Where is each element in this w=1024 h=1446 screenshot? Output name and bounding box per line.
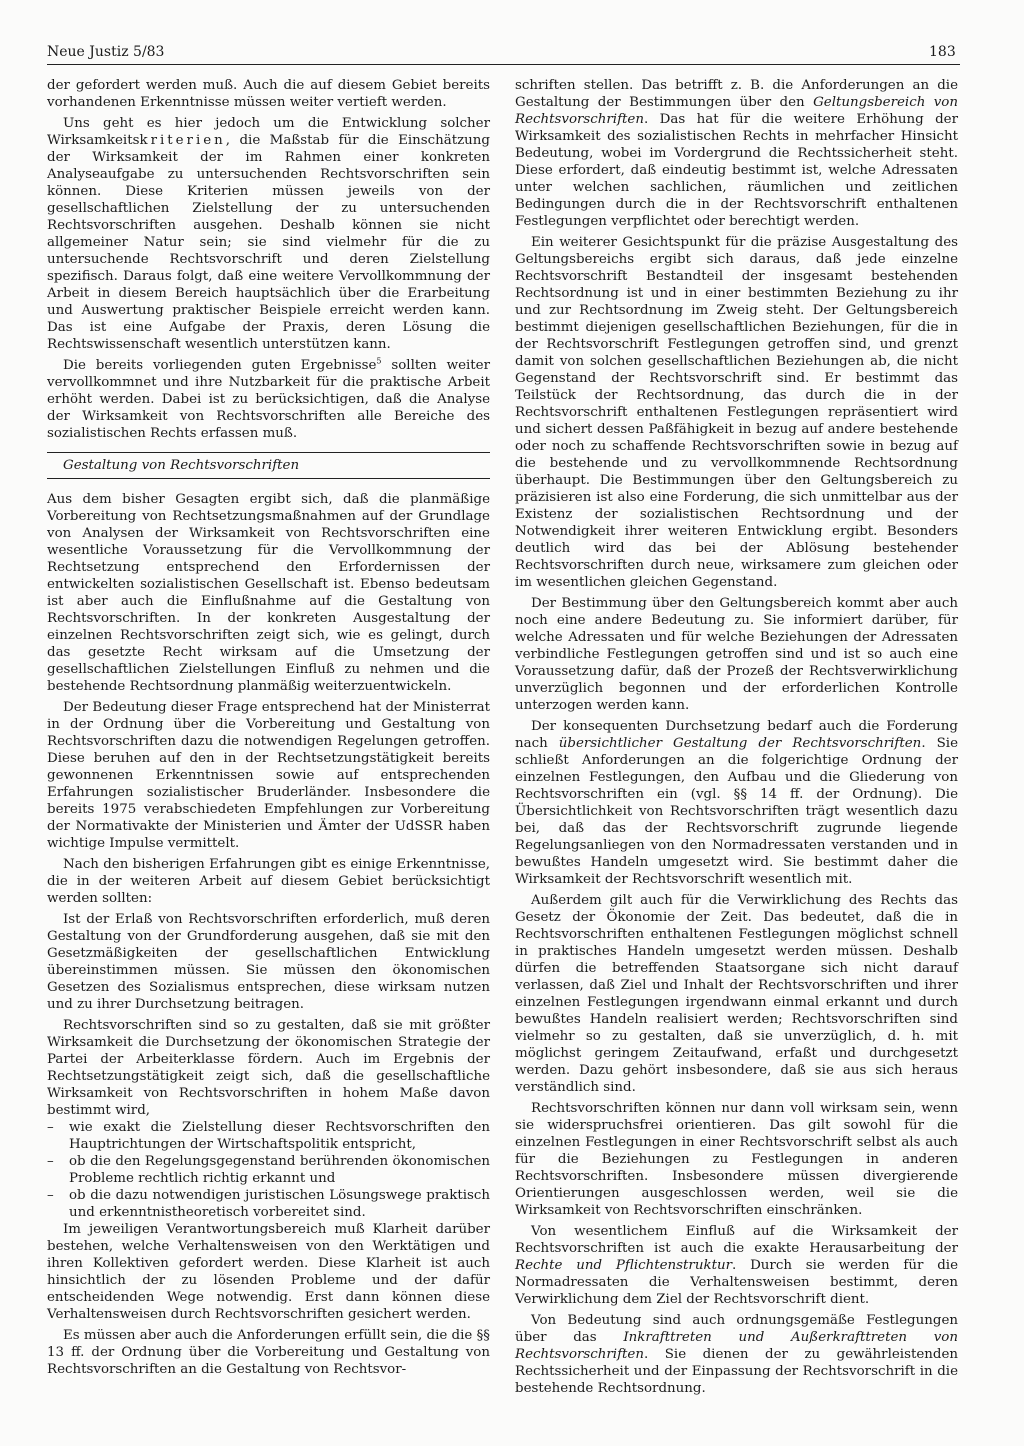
paragraph xyxy=(47,357,490,442)
dash-list xyxy=(47,1119,490,1221)
paragraph: Rechtsvorschriften können nur dann voll wirksam sein, wenn sie widerspruchsfrei orientieren. Das gilt sowohl für die einzelnen Festlegungen in einer Rechtsvorschrift selbst als auch für die Beziehungen zu Festlegungen in anderen Rechtsvorschriften. Insbesondere müssen divergierende Orientierungen ausgeschlossen werden, weil sie die Wirksamkeit von Rechtsvorschriften einschränken. xyxy=(515,1101,958,1218)
text-run: . Sie dienen der zu gewährleistenden Rechtssicherheit und der Einpassung der Rechtsvorschrift in die bestehende Rechtsordnung. xyxy=(515,1347,958,1396)
paragraph: Es müssen aber auch die Anforderungen erfüllt sein, die die §§ 13 ff. der Ordnung über die Vorbereitung und Gestaltung von Rechtsvorschriften an die Gestaltung von Rechtsvor- xyxy=(47,1328,490,1377)
text-run: Die bereits vorliegenden guten Ergebnisse xyxy=(63,358,377,373)
text-run: Von Bedeutung sind auch ordnungsgemäße Festlegungen über das xyxy=(515,1313,958,1345)
running-header: Neue Justiz 5/83 xyxy=(47,44,165,60)
paragraph: Der Bestimmung über den Geltungsbereich kommt aber auch noch eine andere Bedeutung zu. Sie informiert darüber, für welche Adressaten und für welche Beziehungen der Adressaten verbindliche Festlegungen getroffen sind und ist so auch eine Voraussetzung dafür, daß der Prozeß der Rechtsverwirklichung unverzüglich begonnen und der erforderlichen Kontrolle unterzogen werden kann. xyxy=(515,596,958,713)
footnote-ref: 5 xyxy=(376,356,382,366)
paragraph xyxy=(515,1223,958,1308)
text-run: Der konsequenten Durchsetzung bedarf auch die Forderung nach xyxy=(515,719,958,751)
section-heading-box xyxy=(47,452,490,479)
list-item xyxy=(47,1153,490,1187)
paragraph: Der Bedeutung dieser Frage entsprechend hat der Ministerrat in der Ordnung über die Vorbereitung und Gestaltung von Rechtsvorschriften dazu die notwendigen Regelungen getroffen. Diese beruhen auf den in der Rechtsetzungstätigkeit bereits gewonnenen Erkenntnissen sowie auf entsprechenden Erfahrungen sozialistischer Bruderländer. Insbesondere die bereits 1975 verabschiedeten Empfehlungen zur Vorbereitung der Normativakte der Ministerien und Ämter der UdSSR haben wichtige Impulse vermittelt. xyxy=(47,700,490,851)
paragraph: Nach den bisherigen Erfahrungen gibt es einige Erkenntnisse, die in der weiteren Arbeit auf diesem Gebiet berücksichtigt werden sollten: xyxy=(47,857,490,906)
dash-marker: – xyxy=(47,1188,54,1203)
text-run: Uns geht es hier jedoch um die Entwicklung solcher Wirksamkeits xyxy=(47,116,490,148)
paragraph: Rechtsvorschriften sind so zu gestalten, daß sie mit größter Wirksamkeit die Durchsetzung der ökonomischen Strategie der Partei der Arbeiterklasse fördern. Auch im Ergebnis der Rechtsetzungstätigkeit zeigt sich, daß die gesellschaftliche Wirksamkeit von Rechtsvorschriften in hohem Maße davon bestimmt wird, xyxy=(47,1018,490,1118)
emphasis: übersichtlicher Gestaltung der Rechtsvorschriften xyxy=(558,736,922,751)
list-item-text: ob die dazu notwendigen juristischen Lösungswege praktisch und erkenntnistheoretisch vorbereitet sind. xyxy=(69,1188,490,1220)
paragraph xyxy=(515,1312,958,1397)
list-item xyxy=(47,1187,490,1221)
text-run: schriften stellen. Das betrifft z. B. die Anforderungen an die Gestaltung der Bestimmungen über den xyxy=(515,78,958,110)
dash-marker: – xyxy=(47,1120,54,1135)
text-run: . Sie schließt Anforderungen an die folgerichtige Ordnung der einzelnen Festlegungen, den Aufbau und die Gliederung von Rechtsvorschriften ein (vgl. §§ 14 ff. der Ordnung). Die Übersichtlichkeit von Rechtsvorschriften trägt wesentlich dazu bei, daß das der Rechtsvorschrift zugrunde liegende Regelungsanliegen von den Normadressaten verstanden und in bewußtes Handeln umgesetzt wird. Sie bestimmt daher die Wirksamkeit der Rechtsvorschrift wesentlich mit. xyxy=(515,736,958,887)
paragraph: Außerdem gilt auch für die Verwirklichung des Rechts das Gesetz der Ökonomie der Zeit. Das bedeutet, daß die in Rechtsvorschriften enthaltenen Festlegungen möglichst schnell in praktisches Handeln umgesetzt werden müssen. Deshalb dürfen die betreffenden Staatsorgane sich nicht darauf verlassen, daß Ziel und Inhalt der Rechtsvorschriften und ihrer einzelnen Festlegungen irgendwann einmal erkannt und durch bewußtes Handeln realisiert werden; Rechtsvorschriften sind vielmehr so zu gestalten, daß sie unverzüglich, d. h. mit möglichst geringem Zeitaufwand, erfaßt und durchgesetzt werden. Dazu gehört insbesondere, daß sie aus sich heraus verständlich sind. xyxy=(515,893,958,1095)
text-run: . Durch sie werden für die Normadressaten die Verhaltensweisen bestimmt, deren Verwirklichung dem Ziel der Rechtsvorschrift dient. xyxy=(515,1258,958,1307)
paragraph: der gefordert werden muß. Auch die auf diesem Gebiet bereits vorhandenen Erkenntnisse müssen weiter vertieft werden. xyxy=(47,78,490,110)
list-item xyxy=(47,1119,490,1153)
right-column xyxy=(515,77,958,1397)
text-run: sollten weiter vervollkommnet und ihre Nutzbarkeit für die praktische Arbeit erhöht werden. Dabei ist zu berücksichtigen, daß die Analyse der Wirksamkeit von Rechtsvorschriften alle Bereiche des sozialistischen Rechts erfassen muß. xyxy=(47,358,490,441)
emphasis: Geltungsbereich von Rechtsvorschriften xyxy=(515,95,958,127)
header-rule xyxy=(47,64,960,65)
dash-marker: – xyxy=(47,1154,54,1169)
text-run: Von wesentlichem Einfluß auf die Wirksamkeit der Rechtsvorschriften ist auch die exakte Herausarbeitung der xyxy=(515,1224,958,1256)
text-run: , die Maßstab für die Einschätzung der Wirksamkeit der im Rahmen einer konkreten Analyseaufgabe zu untersuchenden Rechtsvorschriften sein können. Diese Kriterien müssen jeweils von der gesellschaftlichen Zielstellung der zu untersuchenden Rechtsvorschriften ausgehen. Deshalb können sie nicht allgemeiner Natur sein; sie sind vielmehr für die zu untersuchende Rechtsvorschrift und deren Zielstellung spezifisch. Daraus folgt, daß eine weitere Vervollkommnung der Arbeit in diesem Bereich hauptsächlich über die Erarbeitung und Auswertung praktischer Beispiele erreicht werden kann. Das ist eine Aufgabe der Praxis, deren Lösung die Rechtswissenschaft wesentlich unterstützen kann. xyxy=(47,133,490,352)
paragraph xyxy=(47,115,490,353)
paragraph xyxy=(515,77,958,230)
section-heading: Gestaltung von Rechtsvorschriften xyxy=(63,458,300,473)
left-column xyxy=(47,77,490,1378)
emphasis: Rechte und Pflichtenstruktur xyxy=(515,1258,732,1273)
paragraph: Ist der Erlaß von Rechtsvorschriften erforderlich, muß deren Gestaltung von der Grundforderung ausgehen, daß sie mit den Gesetzmäßigkeiten der gesellschaftlichen Entwicklung übereinstimmen müssen. Sie müssen den ökonomischen Gesetzen des Sozialismus entsprechen, diese wirksam nutzen und zu ihrer Durchsetzung beitragen. xyxy=(47,912,490,1012)
list-item-text: ob die den Regelungsgegenstand berührenden ökonomischen Probleme rechtlich richtig erkannt und xyxy=(69,1154,490,1186)
spaced-term: kriterien xyxy=(139,133,226,148)
paragraph xyxy=(515,718,958,888)
text-run: . Das hat für die weitere Erhöhung der Wirksamkeit des sozialistischen Rechts in mehrfacher Hinsicht Bedeutung, wobei im Vordergrund die Rechtssicherheit steht. Diese erfordert, daß eindeutig bestimmt ist, welche Adressaten unter welchen sachlichen, räumlichen und zeitlichen Bedingungen durch die in der Rechtsvorschrift enthaltenen Festlegungen verpflichtet oder berechtigt werden. xyxy=(515,112,958,229)
emphasis: Inkrafttreten und Außerkrafttreten von Rechtsvorschriften xyxy=(515,1330,958,1362)
paragraph: Aus dem bisher Gesagten ergibt sich, daß die planmäßige Vorbereitung von Rechtsetzungsmaßnahmen auf der Grundlage von Analysen der Wirksamkeit von Rechtsvorschriften eine wesentliche Voraussetzung für die Vervollkommnung der Rechtsetzung entsprechend den Erfordernissen der entwickelten sozialistischen Gesellschaft ist. Ebenso bedeutsam ist aber auch die Einflußnahme auf die Gestaltung von Rechtsvorschriften. In der konkreten Ausgestaltung der einzelnen Rechtsvorschriften zeigt sich, wie es gelingt, durch das gesetzte Recht wirksam auf die Umsetzung der gesellschaftlichen Zielstellungen Einfluß zu nehmen und die bestehende Rechtsordnung planmäßig weiterzuentwickeln. xyxy=(47,492,490,694)
paragraph: Ein weiterer Gesichtspunkt für die präzise Ausgestaltung des Geltungsbereichs ergibt sich daraus, daß jede einzelne Rechtsvorschrift Bestandteil der insgesamt bestehenden Rechtsordnung ist und in einer bestimmten Beziehung zu ihr und zur Rechtsordnung im Zweig steht. Der Geltungsbereich bestimmt diejenigen gesellschaftlichen Beziehungen, für die in der Rechtsvorschrift Festlegungen getroffen sind, und grenzt damit von solchen gesellschaftlichen Beziehungen ab, die nicht Gegenstand der Rechtsvorschrift sind. Er bestimmt das Teilstück der Rechtsordnung, das durch die in der Rechtsvorschrift enthaltenen Festlegungen repräsentiert wird und sichert dessen Paßfähigkeit in bezug auf andere bestehende oder noch zu schaffende Rechtsvorschriften sowie in bezug auf die bestehende und zu vervollkommnende Rechtsordnung überhaupt. Die Bestimmungen über den Geltungsbereich zu präzisieren ist also eine Forderung, die sich unmittelbar aus der Existenz der sozialistischen Rechtsordnung und der Notwendigkeit ihrer weiteren Entwicklung ergibt. Besonders deutlich wird das bei der Ablösung bestehender Rechtsvorschriften durch neue, wirksamere zum gleichen oder im wesentlichen gleichen Gegenstand. xyxy=(515,235,958,590)
paragraph: Im jeweiligen Verantwortungsbereich muß Klarheit darüber bestehen, welche Verhaltensweisen von den Werktätigen und ihren Kollektiven gefordert werden. Diese Klarheit ist auch hinsichtlich der zu lösenden Probleme und der dafür entscheidenden Wege notwendig. Erst dann können diese Verhaltensweisen durch Rechtsvorschriften gesichert werden. xyxy=(47,1222,490,1322)
page-number: 183 xyxy=(929,44,956,60)
list-item-text: wie exakt die Zielstellung dieser Rechtsvorschriften den Hauptrichtungen der Wirtschaftspolitik entspricht, xyxy=(69,1120,490,1152)
